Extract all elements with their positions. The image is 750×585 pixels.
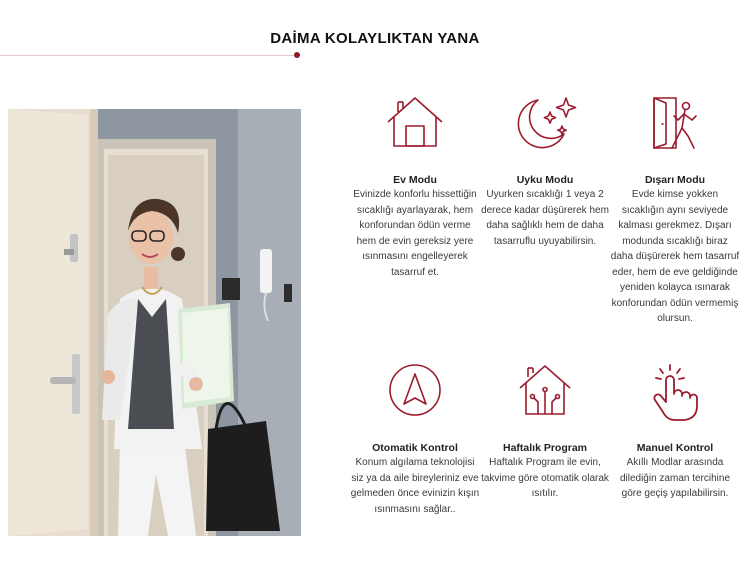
feature-manuel-kontrol <box>610 442 740 502</box>
house-icon <box>350 94 480 154</box>
moon-stars-icon <box>480 94 610 154</box>
person-leaving-door-icon <box>610 94 740 154</box>
smart-home-circuit-icon <box>480 362 610 422</box>
feature-disari-modu <box>610 174 740 327</box>
feature-description: Haftalık Program ile evin, takvime göre otomatik olarak ısıtılır. <box>481 457 609 499</box>
feature-ev-modu <box>350 174 480 280</box>
feature-title: Otomatik Kontrol <box>372 442 458 454</box>
feature-title: Haftalık Program <box>502 442 588 454</box>
feature-title: Dışarı Modu <box>644 174 706 186</box>
feature-title: Ev Modu <box>393 174 437 186</box>
hand-tap-icon <box>610 362 740 422</box>
feature-title: Uyku Modu <box>516 174 574 186</box>
feature-uyku-modu <box>480 174 610 249</box>
title-divider-dot <box>294 52 300 58</box>
feature-title: Manuel Kontrol <box>636 442 714 454</box>
feature-haftalik-program <box>480 442 610 502</box>
feature-description: Evde kimse yokken sıcaklığın aynı seviyede kalması gerekmez. Dışarı modunda sıcaklığı biraz daha düşürerek hem tasarruf eder, hem de eve geldiğinde yeniden kolayca ısınarak konforundan ödün vermemiş olursun. <box>610 189 740 324</box>
feature-otomatik-kontrol <box>350 442 480 517</box>
section-title: DAİMA KOLAYLIKTAN YANA <box>270 30 480 47</box>
feature-description: Uyurken sıcaklığı 1 veya 2 derece kadar düşürerek hem daha sağlıklı hem de daha tasarruflu uyuyabilirsin. <box>481 189 609 247</box>
navigation-arrow-icon <box>350 362 480 422</box>
feature-description: Akıllı Modlar arasında dilediğin zaman tercihine göre geçiş yapılabilirsin. <box>619 457 731 499</box>
feature-description: Evinizde konforlu hissettiğin sıcaklığı ayarlayarak, hem konforundan ödün verme hem de evin gereksiz yere ısınmasını engelleyerek tasarruf et. <box>353 189 477 278</box>
title-divider <box>0 55 298 56</box>
hero-photo <box>8 109 301 536</box>
feature-description: Konum algılama teknolojisi siz ya da aile bireyleriniz eve gelmeden önce evinizin kışın ısınmasını sağlar.. <box>350 457 480 515</box>
